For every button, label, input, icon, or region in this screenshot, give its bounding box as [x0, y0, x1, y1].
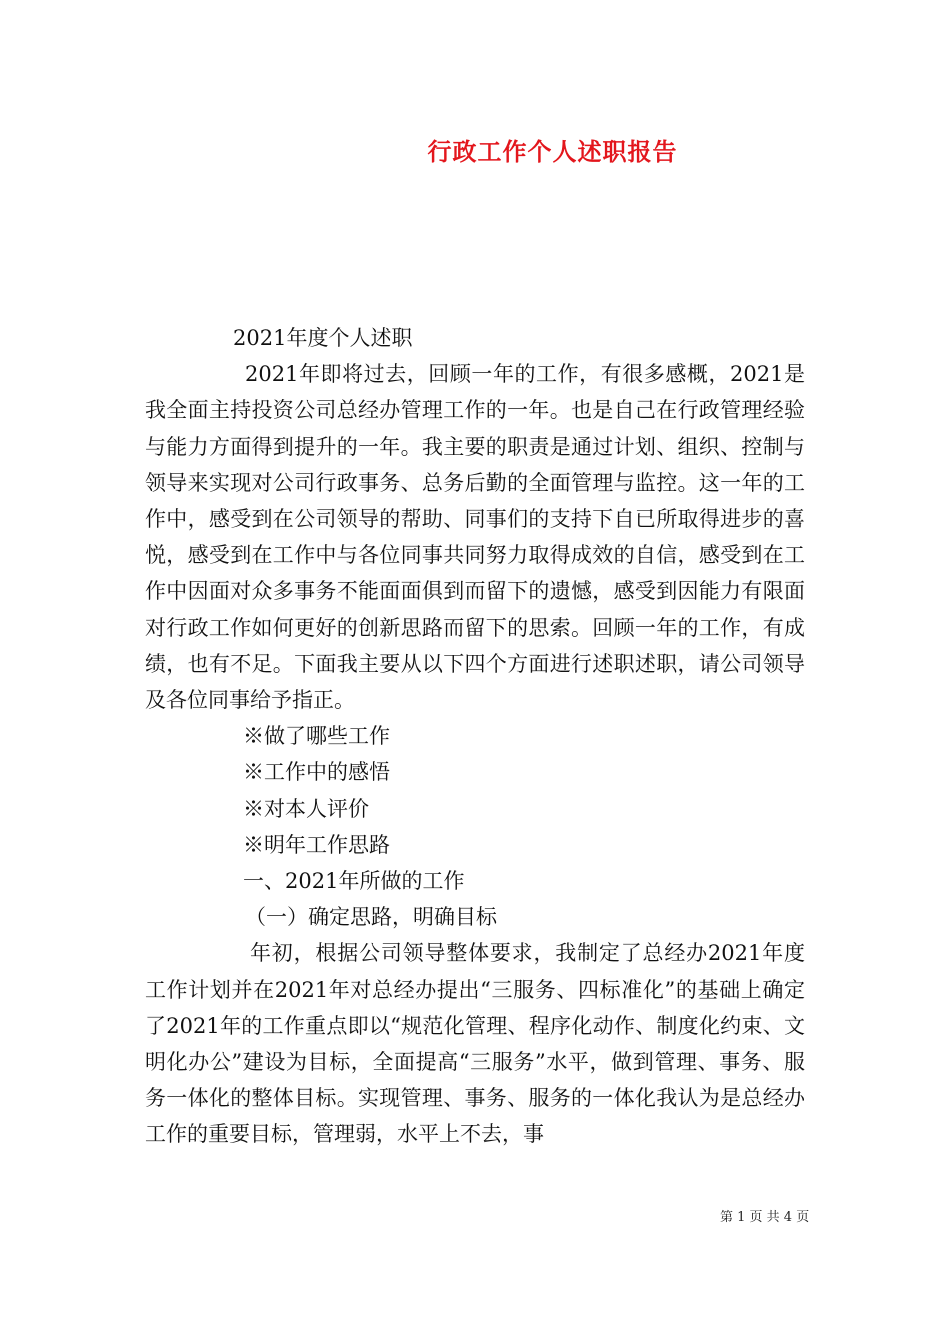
document-body [145, 320, 805, 1153]
page-footer: 第 1 页 共 4 页 [720, 1210, 810, 1225]
subsection-heading: （一）确定思路，明确目标 [245, 905, 497, 930]
document-subtitle: 2021年度个人述职 [233, 326, 413, 350]
outline-item: ※做了哪些工作 [243, 724, 390, 749]
outline-item: ※明年工作思路 [243, 832, 390, 857]
intro-paragraph: 2021年即将过去，回顾一年的工作，有很多感概，2021是我全面主持投资公司总经办管理工作的一年。也是自己在行政管理经验与能力方面得到提升的一年。我主要的职责是通过计划、组织、控制与领导来实现对公司行政事务、总务后勤的全面管理与监控。这一年的工作中，感受到在公司领导的帮助、同事们的支持下自已所取得进步的喜悦，感受到在工作中与各位同事共同努力取得成效的自信，感受到在工作中因面对众多事务不能面面俱到而留下的遗憾，感受到因能力有限面对行政工作如何更好的创新思路而留下的思索。回顾一年的工作，有成绩，也有不足。下面我主要从以下四个方面进行述职述职，请公司领导及各位同事给予指正。 [145, 362, 805, 713]
section-paragraph: 年初，根据公司领导整体要求，我制定了总经办2021年度工作计划并在2021年对总经办提出“三服务、四标准化”的基础上确定了2021年的工作重点即以“规范化管理、程序化动作、制度化约束、文明化办公”建设为目标，全面提高“三服务”水平，做到管理、事务、服务一体化的整体目标。实现管理、事务、服务的一体化我认为是总经办工作的重要目标，管理弱，水平上不去，事 [145, 941, 805, 1147]
document-title: 行政工作个人述职报告 [427, 137, 678, 166]
section-heading: 一、2021年所做的工作 [243, 868, 465, 893]
outline-item: ※工作中的感悟 [243, 760, 390, 785]
outline-item: ※对本人评价 [243, 796, 369, 821]
